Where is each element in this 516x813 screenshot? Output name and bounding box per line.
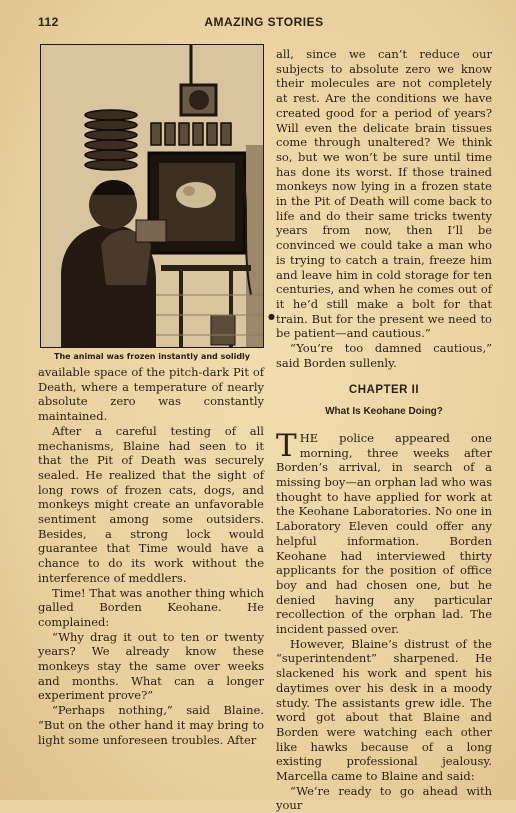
chapter-subtitle: What Is Keohane Doing? <box>325 406 443 418</box>
chapter-title: CHAPTER II <box>348 384 420 397</box>
ornament-dot-icon: ● <box>268 312 275 321</box>
drop-cap: T <box>276 427 297 464</box>
illustration <box>40 44 264 348</box>
paragraph: However, Blaine’s distrust of the “superintendent” sharpened. He slackened his work and spent his daytimes over his desk in a moody study. The assistants grew idle. The word got about that Blaine and Borden were watching each other like hawks because of a long existing professional jealousy. Marcella came to Blaine and said: <box>276 636 492 784</box>
paragraph: “We’re ready to go ahead with your <box>276 783 492 813</box>
lab-scene-illustration <box>41 45 263 347</box>
left-column <box>38 365 264 747</box>
magazine-title: AMAZING STORIES <box>204 15 324 29</box>
paragraph: Time! That was another thing which galled Borden Keohane. He complained: <box>38 585 264 629</box>
paragraph: available space of the pitch-dark Pit of Death, where a temperature of nearly absolute zero was constantly maintained. <box>38 365 264 424</box>
page-number: 112 <box>38 15 59 29</box>
right-column <box>276 47 492 813</box>
paragraph: “Perhaps nothing,” said Blaine. “But on the other hand it may bring to light some unforeseen troubles. After <box>38 703 264 747</box>
paragraph: “Why drag it out to ten or twenty years? We already know these monkeys stay the same over weeks and months. What can a longer experiment prove?” <box>38 629 264 703</box>
running-header <box>38 15 490 33</box>
paragraph: all, since we can’t reduce our subjects to absolute zero we know their molecules are not completely at rest. Are the conditions we have created good for a period of years? Will even the delicate brain tissues come through unaltered? We think so, but we won’t be sure until time has done its worst. If those trained monkeys now lying in a frozen state in the Pit of Death will come back to life and do their same tricks twenty years from now, then I’ll be convinced we could take a man who is trying to catch a train, freeze him and leave him in cold storage for ten centuries, and when he comes out of it he’d still make a bolt for that train. But for the present we need to be patient—and cautious.” <box>276 47 492 341</box>
paragraph: “You’re too damned cautious,” said Borden sullenly. <box>276 341 492 370</box>
paragraph: After a careful testing of all mechanisms, Blaine had seen to it that the Pit of Death was securely sealed. He realized that the sight of long rows of frozen cats, dogs, and monkeys might create an unfavorable sentiment among some outsiders. Besides, a strong lock would guarantee that Time would have a chance to do its work without the interference of meddlers. <box>38 423 264 585</box>
paragraph <box>276 427 492 637</box>
paragraph-text: HE police appeared one morning, three weeks after Borden’s arrival, in search of a missing boy—an orphan lad who was thought to have applied for work at the Keohane Laboratories. No one in Laboratory Eleven could offer any helpful information. Borden Keohane had interviewed thirty applicants for the position of office boy and had chosen one, but he denied having any particular recollection of the orphan lad. The incident passed over. <box>276 430 492 637</box>
illustration-caption: The animal was frozen instantly and solidly <box>54 352 250 361</box>
